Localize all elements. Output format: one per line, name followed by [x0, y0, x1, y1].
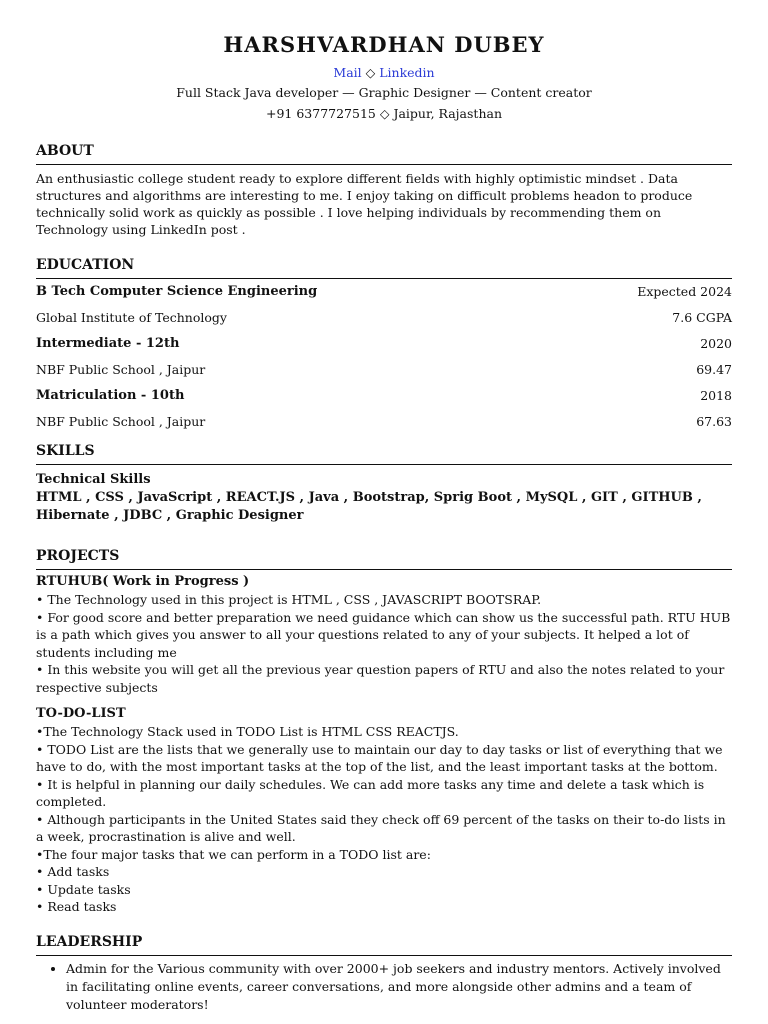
education-row [36, 331, 732, 357]
project-bullet: • In this website you will get all the previous year question papers of RTU and also the notes related to your respective subjects [36, 662, 725, 695]
project-bullet: • It is helpful in planning our daily schedules. We can add more tasks any time and delete a task which is completed. [36, 776, 705, 809]
section-divider [36, 464, 732, 465]
skills-section [36, 441, 732, 525]
separator-diamond-icon: ◇ [379, 106, 390, 121]
education-degree: Intermediate - 12th [36, 336, 180, 351]
education-row [36, 357, 732, 383]
section-title-education: EDUCATION [36, 257, 135, 273]
education-school: Global Institute of Technology [36, 310, 227, 325]
project-bullet: • The Technology used in this project is HTML , CSS , JAVASCRIPT BOOTSRAP. [36, 592, 542, 607]
project-title: TO-DO-LIST [36, 706, 126, 721]
project-bullet: • Although participants in the United States said they check off 69 percent of the tasks on their to-do lists in a week, procrastination is alive and well. [36, 811, 726, 844]
about-text: An enthusiastic college student ready to explore different fields with highly optimistic mindset . Data structures and algorithms are interesting to me. I enjoy taking on difficult problems headon to produce technically solid work as quickly as possible . I love helping individuals by recommending them on Technology using LinkedIn post . [36, 171, 693, 237]
projects-section [36, 546, 732, 916]
education-year: Expected 2024 [637, 284, 732, 299]
education-degree: Matriculation - 10th [36, 388, 185, 403]
project-bullet: • Add tasks [36, 864, 110, 879]
project-bullet: • Update tasks [36, 881, 131, 897]
skills-list: HTML , CSS , JavaScript , REACT.JS , Java , Bootstrap, Sprig Boot , MySQL , GIT , GITHUB , Hibernate , JDBC , Graphic Designer [36, 490, 702, 523]
contact-details [36, 103, 732, 124]
resume-page [36, 30, 732, 1014]
separator-diamond-icon: ◇ [365, 65, 376, 80]
leadership-list [36, 960, 732, 1014]
section-title-skills: SKILLS [36, 443, 95, 459]
skills-subtitle: Technical Skills [36, 472, 151, 487]
education-row [36, 279, 732, 305]
education-row [36, 305, 732, 331]
project-bullet: •The Technology Stack used in TODO List is HTML CSS REACTJS. [36, 724, 459, 739]
section-divider [36, 569, 732, 570]
leadership-item: • Admin for the Various community with over 2000+ job seekers and industry mentors. Actively involved in facilitating online events, career conversations, and more alongside other admins and a team of volunteer moderators! [66, 960, 732, 1014]
education-row [36, 409, 732, 435]
education-school: NBF Public School , Jaipur [36, 414, 206, 429]
education-year: 2018 [700, 388, 732, 403]
section-title-about: ABOUT [36, 143, 94, 159]
education-row [36, 383, 732, 409]
education-score: 69.47 [696, 362, 732, 377]
contact-links [36, 64, 732, 82]
leadership-section [36, 932, 732, 1014]
project-bullet: • TODO List are the lists that we generally use to maintain our day to day tasks or list of everything that we have to do, with the most important tasks at the top of the list, and the least important tasks at the bottom. [36, 741, 723, 774]
education-section [36, 255, 732, 435]
education-school: NBF Public School , Jaipur [36, 362, 206, 377]
section-divider [36, 955, 732, 956]
project-bullet: • For good score and better preparation we need guidance which can show us the successful path. RTU HUB is a path which gives you answer to all your questions related to any of your subjects. It helped a lot of students including me [36, 609, 731, 660]
about-section [36, 141, 732, 238]
location: Jaipur, Rajasthan [393, 106, 503, 121]
section-title-projects: PROJECTS [36, 548, 120, 564]
section-title-leadership: LEADERSHIP [36, 933, 143, 950]
project-bullet: • Read tasks [36, 899, 117, 914]
phone-number: +91 6377727515 [265, 106, 376, 121]
candidate-name: HARSHVARDHAN DUBEY [223, 32, 545, 57]
project-title: RTUHUB( Work in Progress ) [36, 574, 250, 589]
tagline: Full Stack Java developer — Graphic Designer — Content creator [176, 85, 592, 100]
linkedin-link[interactable]: Linkedin [379, 65, 435, 80]
education-score: 67.63 [696, 414, 732, 429]
education-degree: B Tech Computer Science Engineering [36, 284, 318, 299]
education-year: 2020 [700, 336, 732, 351]
section-divider [36, 164, 732, 165]
education-score: 7.6 CGPA [672, 310, 732, 325]
project-bullet: •The four major tasks that we can perform in a TODO list are: [36, 846, 431, 862]
mail-link[interactable]: Mail [333, 65, 362, 80]
